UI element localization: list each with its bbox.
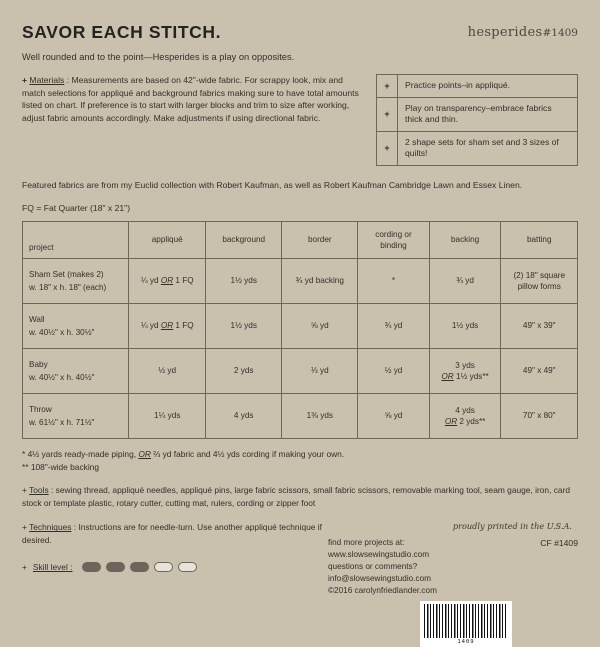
footnote-one	[22, 448, 578, 461]
backing-or: OR	[441, 371, 454, 381]
backing-amount: 4 yds	[455, 405, 475, 415]
page-title: SAVOR EACH STITCH.	[22, 22, 222, 42]
batting-line-1: (2) 18" square	[513, 270, 566, 280]
footer-left	[22, 521, 322, 573]
materials-chart	[22, 221, 578, 439]
brand-number: #1409	[542, 27, 578, 39]
features-box	[376, 74, 578, 166]
cell-applique	[129, 258, 206, 303]
email-link[interactable]: info@slowsewingstudio.com	[328, 574, 431, 584]
skill-dot-filled	[130, 562, 149, 572]
cell-batting	[501, 258, 578, 303]
applique-or: OR	[160, 276, 174, 286]
table-row	[23, 348, 578, 393]
backing-alt: 2 yds**	[457, 416, 486, 426]
cell-border: ¾ yd backing	[282, 258, 358, 303]
questions-label: questions or comments?	[328, 562, 418, 572]
materials-label: Materials	[29, 75, 65, 86]
techniques-paragraph	[22, 521, 322, 546]
tools-label: Tools	[29, 485, 49, 496]
materials-block	[22, 74, 362, 166]
find-more-label: find more projects at:	[328, 538, 405, 548]
tools-plus: +	[22, 485, 27, 496]
feature-text: 2 shape sets for sham set and 3 sizes of quilts!	[405, 136, 559, 159]
contact-lines	[328, 537, 478, 596]
table-header-row	[23, 221, 578, 258]
skill-dot-empty	[178, 562, 197, 572]
cell-background: 4 yds	[206, 393, 282, 438]
cell-batting: 49" x 39"	[501, 303, 578, 348]
cell-batting: 49" x 49"	[501, 348, 578, 393]
project-dimensions: w. 61½" x h. 71½"	[29, 417, 95, 427]
tagline: Well rounded and to the point—Hesperides is a play on opposites.	[22, 51, 295, 62]
skill-dot-filled	[82, 562, 101, 572]
column-header-project: project	[23, 221, 129, 258]
feature-row	[377, 98, 577, 132]
plus-icon: +	[377, 98, 398, 131]
footer	[22, 521, 578, 646]
cell-cording: ¾ yd	[358, 303, 429, 348]
backing-or: OR	[444, 416, 458, 426]
column-header-background: background	[206, 221, 282, 258]
contact-block	[328, 537, 578, 596]
barcode-digits: 1409	[457, 638, 475, 645]
skill-dot-empty	[154, 562, 173, 572]
cell-applique: 1¼ yds	[129, 393, 206, 438]
feature-row	[377, 132, 577, 165]
plus-icon: +	[377, 75, 398, 97]
features-box-wrap	[376, 74, 578, 166]
skill-label: Skill level :	[32, 561, 73, 572]
backing-alt-line	[436, 371, 495, 382]
applique-alt: 1 FQ	[173, 321, 194, 331]
cell-applique: ½ yd	[129, 348, 206, 393]
skill-level	[22, 561, 322, 574]
footer-right	[328, 521, 578, 646]
plus-icon: +	[377, 132, 398, 165]
materials-plus: +	[22, 75, 28, 86]
project-name: Wall	[29, 314, 45, 324]
project-name: Sham Set (makes 2)	[29, 269, 104, 279]
cell-cording: ⅝ yd	[358, 393, 429, 438]
cell-background: 1½ yds	[206, 258, 282, 303]
barcode-bars	[424, 604, 508, 638]
applique-or: OR	[160, 321, 174, 331]
feature-row	[377, 75, 577, 98]
column-header-backing: backing	[429, 221, 501, 258]
cell-backing: ¾ yd	[429, 258, 501, 303]
cell-border: ⅝ yd	[282, 303, 358, 348]
cell-background: 2 yds	[206, 348, 282, 393]
project-dimensions: w. 40½" x h. 40½"	[29, 372, 95, 382]
cell-border: ⅓ yd	[282, 348, 358, 393]
skill-plus: +	[22, 561, 27, 572]
footnote-one-or: OR	[138, 448, 151, 459]
project-name: Throw	[29, 404, 52, 414]
batting-line-2: pillow forms	[517, 281, 561, 291]
column-header-cording: cording or binding	[358, 221, 429, 258]
header	[22, 24, 578, 42]
table-row	[23, 303, 578, 348]
skill-dots	[82, 562, 197, 572]
featured-fabrics-note: Featured fabrics are from my Euclid collection with Robert Kaufman, as well as Robert Kaufman Cambridge Lawn and Essex Linen.	[22, 180, 523, 191]
cell-backing	[429, 348, 501, 393]
cell-project	[23, 303, 129, 348]
backing-alt: 1½ yds**	[453, 371, 489, 381]
applique-amount: ¼ yd	[140, 276, 161, 286]
footnote-one-b: ⅔ yd fabric and 4½ yds cording if making your own.	[150, 448, 345, 459]
feature-text: Practice points–in appliqué.	[405, 80, 511, 91]
skill-dot-filled	[106, 562, 125, 572]
table-row	[23, 258, 578, 303]
tools-body: : sewing thread, appliqué needles, appliqué pins, large fabric scissors, small fabric scissors, removable marking tool, seam gauge, iron, card stock or template plastic, rotary cutter, cutting mat, rulers, cording or zipper foot	[22, 485, 571, 508]
printed-note: proudly printed in the U.S.A.	[452, 521, 572, 532]
techniques-body: : Instructions are for needle-turn. Use another appliqué technique if desired.	[22, 522, 322, 545]
applique-amount: ¼ yd	[140, 321, 161, 331]
barcode	[420, 601, 512, 647]
column-header-applique: appliqué	[129, 221, 206, 258]
backing-amount: 3 yds	[455, 360, 475, 370]
column-header-border: border	[282, 221, 358, 258]
fq-definition: FQ = Fat Quarter (18" x 21")	[22, 202, 131, 213]
cell-background: 1½ yds	[206, 303, 282, 348]
cell-applique	[129, 303, 206, 348]
footnotes	[22, 448, 578, 473]
cell-backing	[429, 393, 501, 438]
brand-block	[468, 24, 578, 40]
project-name: Baby	[29, 359, 48, 369]
tools-paragraph	[22, 484, 578, 509]
cell-batting: 70" x 80"	[501, 393, 578, 438]
cell-backing: 1½ yds	[429, 303, 501, 348]
project-dimensions: w. 40½" x h. 30½"	[29, 327, 95, 337]
materials-body: : Measurements are based on 42"-wide fabric. For scrappy look, mix and match selections for appliqué and background fabrics making sure to have total amounts listed on chart. If preference is to start with larger blocks and trim to size after working, adjust fabric amounts accordingly. Make adjustments if using directional fabric.	[22, 75, 359, 124]
techniques-label: Techniques	[29, 522, 72, 533]
copyright: ©2016 carolynfriedlander.com	[328, 585, 437, 595]
cell-project	[23, 393, 129, 438]
cell-cording: ½ yd	[358, 348, 429, 393]
brand-name: hesperides	[467, 25, 543, 40]
cell-border: 1⅜ yds	[282, 393, 358, 438]
applique-alt: 1 FQ	[173, 276, 194, 286]
techniques-plus: +	[22, 522, 27, 533]
footnote-two: ** 108"-wide backing	[22, 461, 99, 472]
materials-paragraph	[22, 74, 362, 125]
cf-number: CF #1409	[540, 538, 578, 549]
cell-project	[23, 348, 129, 393]
project-dimensions: w. 18" x h. 18" (each)	[29, 282, 107, 292]
feature-text: Play on transparency–embrace fabrics thick and thin.	[405, 102, 552, 125]
table-row	[23, 393, 578, 438]
cell-project	[23, 258, 129, 303]
footnote-one-a: * 4½ yards ready-made piping,	[22, 448, 139, 459]
cell-cording: *	[358, 258, 429, 303]
column-header-batting: batting	[501, 221, 578, 258]
materials-and-features	[22, 74, 578, 166]
backing-alt-line	[436, 416, 495, 427]
website-link[interactable]: www.slowsewingstudio.com	[328, 550, 430, 560]
